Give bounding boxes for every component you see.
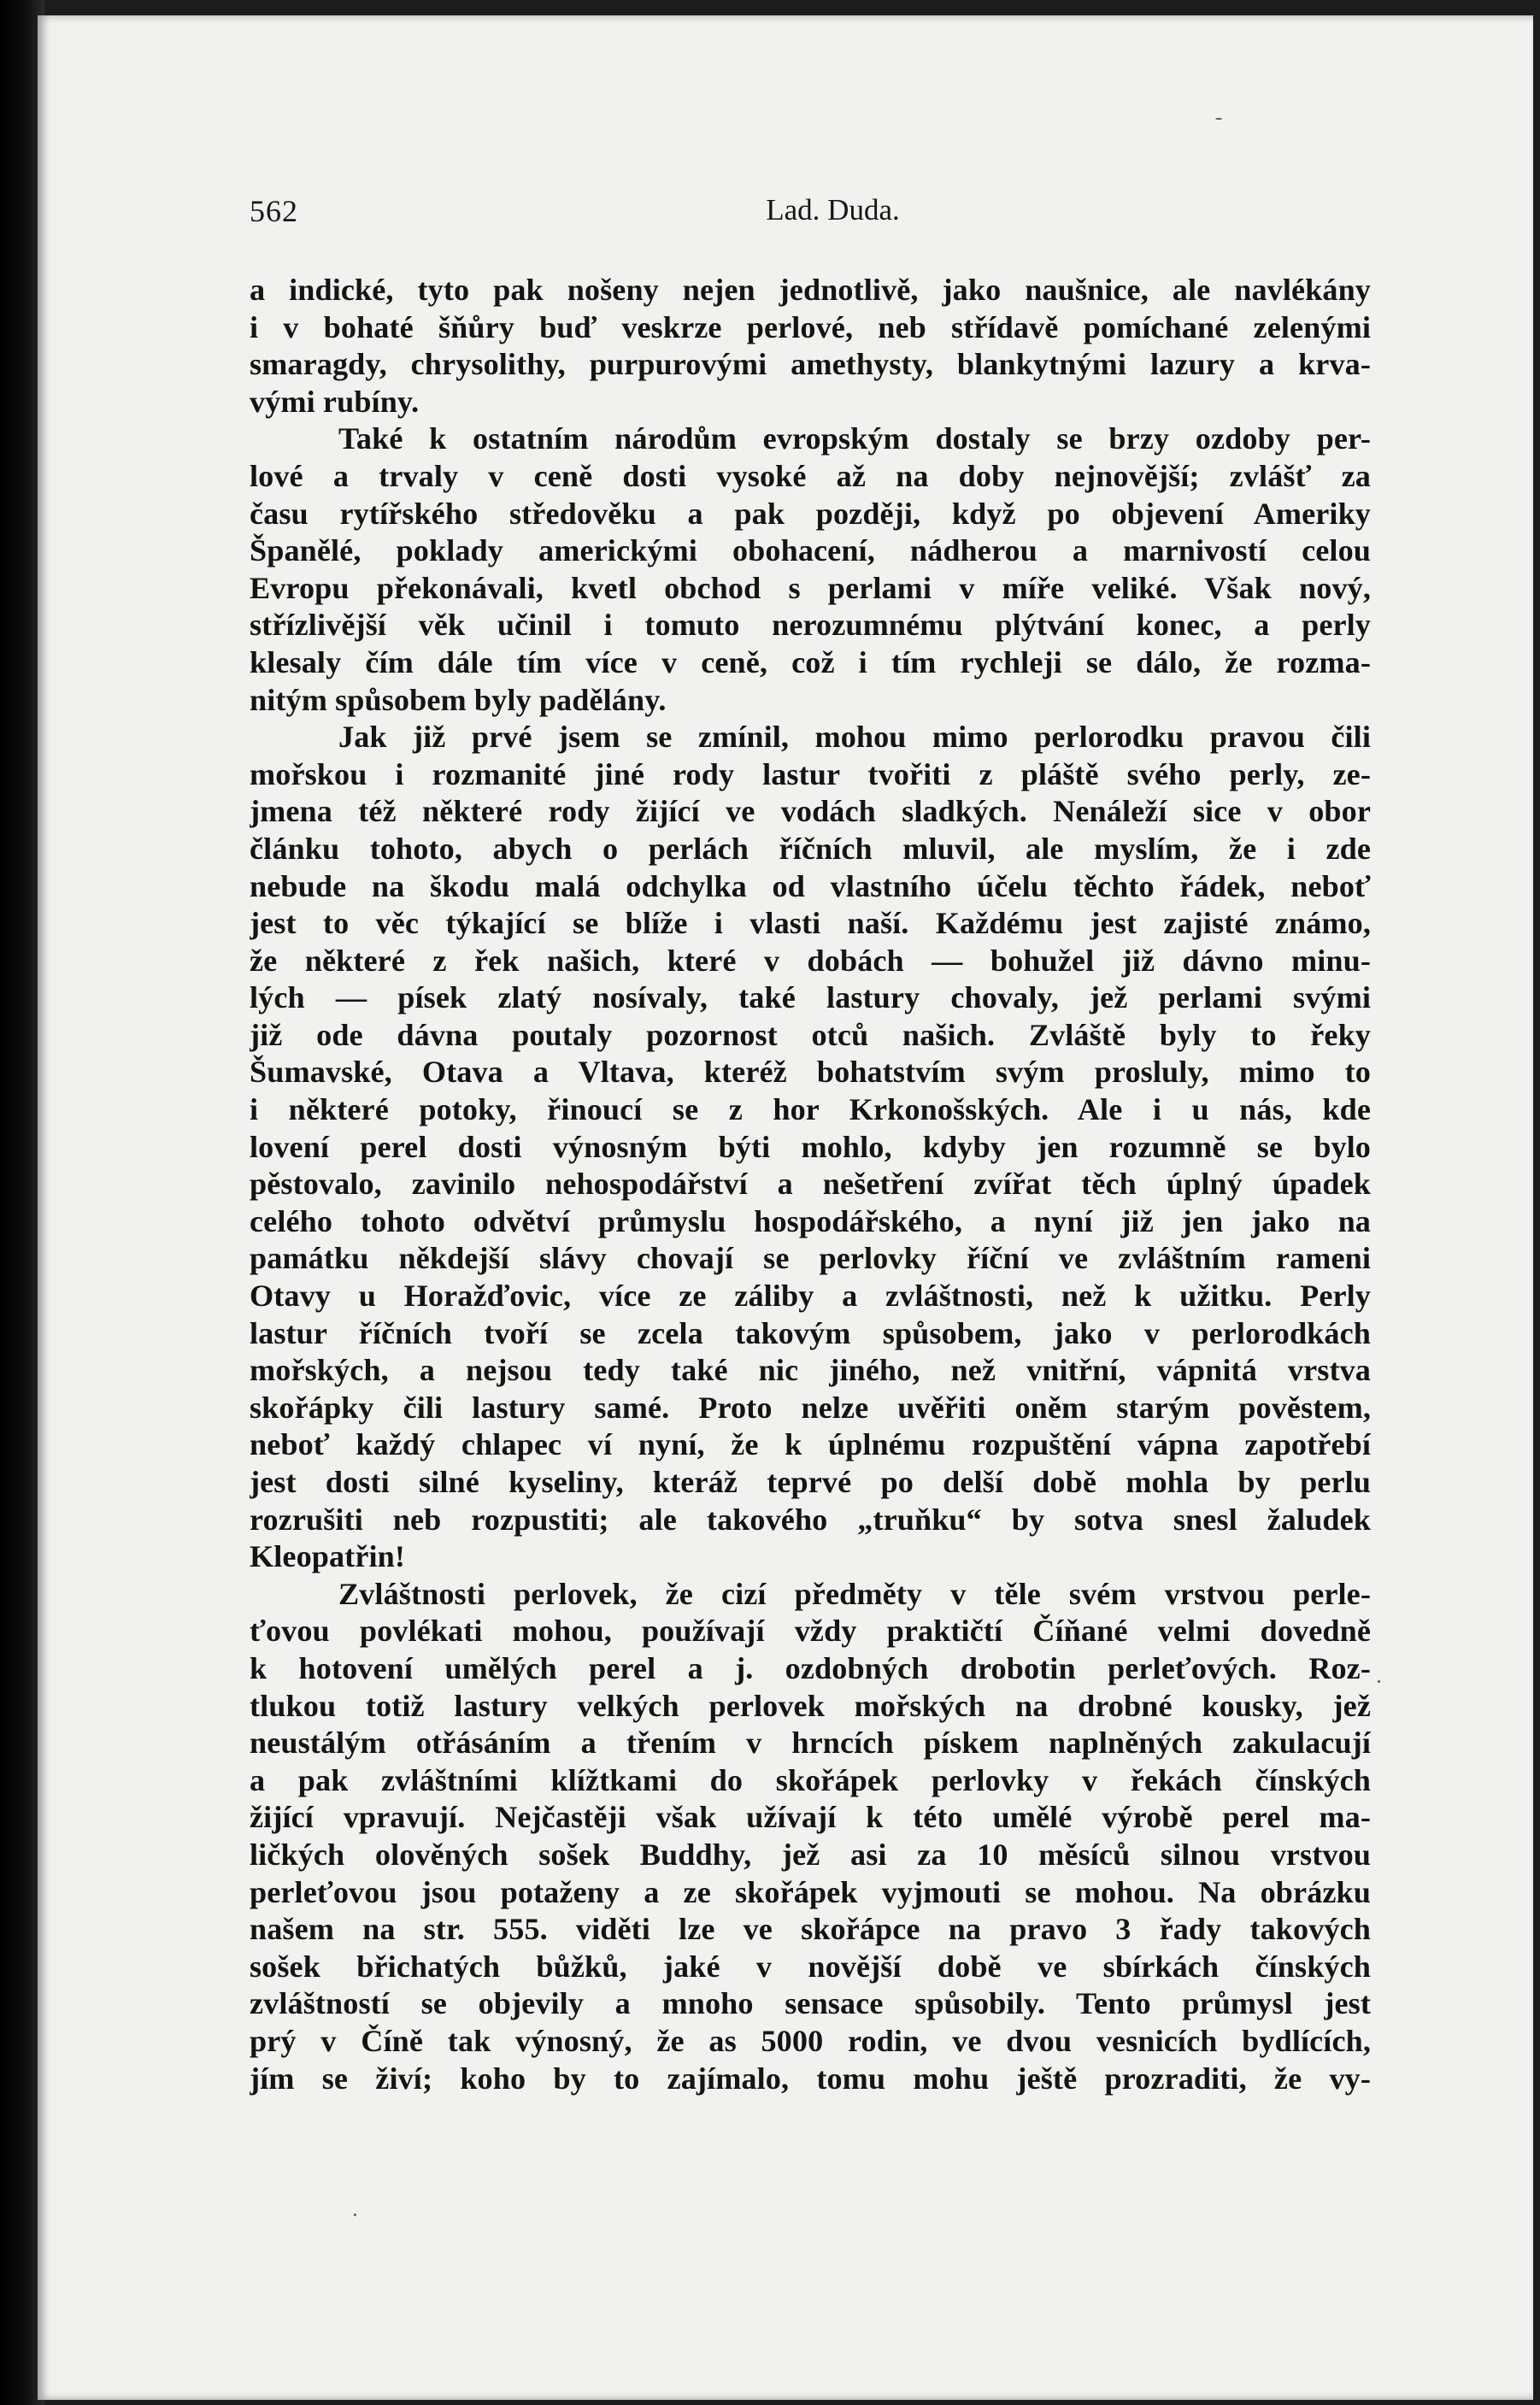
text-line: a indické, tyto pak nošeny nejen jednotlivě, jako naušnice, ale navlékány	[250, 273, 1371, 307]
text-line: památku někdejší slávy chovají se perlovky říční ve zvláštním rameni	[250, 1241, 1371, 1276]
scan-speck	[354, 2214, 356, 2216]
text-line: ličkých olověných sošek Buddhy, jež asi za 10 měsíců silnou vrstvou	[250, 1837, 1371, 1872]
text-line: lých — písek zlatý nosívaly, také lastury chovaly, jež perlami svými	[250, 980, 1371, 1015]
text-line: i v bohaté šňůry buď veskrze perlové, neb střídavě pomíchané zelenými	[250, 309, 1371, 344]
text-line: jím se živí; koho by to zajímalo, tomu mohu ještě prozraditi, že vy-	[250, 2061, 1371, 2096]
body-text	[250, 272, 1371, 2097]
text-line: lastur říčních tvoří se zcela takovým spůsobem, jako v perlorodkách	[250, 1315, 1371, 1350]
text-line: celého tohoto odvětví průmyslu hospodářského, a nyní již jen jako na	[250, 1203, 1371, 1238]
text-line: perleťovou jsou potaženy a ze skořápek vyjmouti se mohou. Na obrázku	[250, 1874, 1371, 1909]
text-line: smaragdy, chrysolithy, purpurovými amethysty, blankytnými lazury a krva-	[250, 347, 1371, 382]
text-line: lové a trvaly v ceně dosti vysoké až na doby nejnovější; zvlášť za	[250, 458, 1371, 493]
text-line: lovení perel dosti výnosným býti mohlo, kdyby jen rozumně se bylo	[250, 1129, 1371, 1164]
text-line: neustálým otřásáním a třením v hrncích pískem naplněných zakulacují	[250, 1726, 1371, 1761]
text-line: jest dosti silné kyseliny, kteráž teprvé po delší době mohla by perlu	[250, 1465, 1371, 1499]
text-line: ťovou povlékati mohou, používají vždy praktičtí Číňané velmi dovedně	[250, 1614, 1371, 1649]
text-line: klesaly čím dále tím více v ceně, což i tím rychleji se dálo, že rozma-	[250, 644, 1371, 679]
text-line: jest to věc týkající se blíže i vlasti naší. Každému jest zajisté známo,	[250, 906, 1371, 941]
text-line: nebude na škodu malá odchylka od vlastního účelu těchto řádek, neboť	[250, 868, 1371, 903]
text-line: mořskou i rozmanité jiné rody lastur tvořiti z pláště svého perly, ze-	[250, 756, 1371, 791]
text-line: Jak již prvé jsem se zmínil, mohou mimo perlorodku pravou čili	[338, 720, 1371, 755]
text-line: Kleopatřin!	[250, 1539, 406, 1574]
text-line: a pak zvláštními klížtkami do skořápek perlovky v řekách čínských	[250, 1762, 1371, 1797]
text-line: Šumavské, Otava a Vltava, kteréž bohatstvím svým prosluly, mimo to	[250, 1055, 1371, 1090]
text-line: jmena též některé rody žijící ve vodách sladkých. Nenáleží sice v obor	[250, 794, 1371, 829]
text-line: Také k ostatním národům evropským dostaly se brzy ozdoby per-	[338, 421, 1371, 456]
text-line: sošek břichatých bůžků, jaké v novější době ve sbírkách čínských	[250, 1949, 1371, 1984]
text-line: vými rubíny.	[250, 384, 420, 419]
text-line: nitým spůsobem byly padělány.	[250, 682, 667, 717]
text-line: Evropu překonávali, kvetl obchod s perlami v míře veliké. Však nový,	[250, 570, 1371, 605]
text-line: pěstovalo, zavinilo nehospodářství a nešetření zvířat těch úplný úpadek	[250, 1167, 1371, 1202]
text-line: Španělé, poklady americkými obohacení, nádherou a marnivostí celou	[250, 533, 1371, 568]
text-line: zvláštností se objevily a mnoho sensace spůsobily. Tento průmysl jest	[250, 1986, 1371, 2021]
scan-speck	[1378, 1680, 1380, 1683]
text-line: skořápky čili lastury samé. Proto nelze uvěřiti oněm starým pověstem,	[250, 1390, 1371, 1425]
text-line: našem na str. 555. viděti lze ve skořápce na pravo 3 řady takových	[250, 1912, 1371, 1947]
text-line: času rytířského středověku a pak později, když po objevení Ameriky	[250, 496, 1371, 531]
page-header	[250, 193, 1365, 241]
text-line: že některé z řek našich, které v dobách — bohužel již dávno minu-	[250, 943, 1371, 978]
text-line: mořských, a nejsou tedy také nic jiného, než vnitřní, vápnitá vrstva	[250, 1353, 1371, 1388]
text-line: rozrušiti neb rozpustiti; ale takového „truňku“ by sotva snesl žaludek	[250, 1502, 1371, 1537]
text-line: střízlivější věk učinil i tomuto nerozumnému plýtvání konec, a perly	[250, 608, 1371, 643]
text-line: k hotovení umělých perel a j. ozdobných drobotin perleťových. Roz-	[250, 1650, 1371, 1685]
text-line: neboť každý chlapec ví nyní, že k úplnému rozpuštění vápna zapotřebí	[250, 1427, 1371, 1462]
text-line: i některé potoky, řinoucí se z hor Krkonošských. Ale i u nás, kde	[250, 1092, 1371, 1127]
text-line: prý v Číně tak výnosný, že as 5000 rodin, ve dvou vesnicích bydlících,	[250, 2023, 1371, 2058]
text-line: žijící vpravují. Nejčastěji však užívají k této umělé výrobě perel ma-	[250, 1800, 1371, 1835]
text-line: tlukou totiž lastury velkých perlovek mořských na drobné kousky, jež	[250, 1688, 1371, 1723]
scan-speck	[1215, 118, 1222, 120]
text-line: již ode dávna poutaly pozornost otců našich. Zvláště byly to řeky	[250, 1017, 1371, 1052]
text-line: Zvláštnosti perlovek, že cizí předměty v těle svém vrstvou perle-	[338, 1576, 1371, 1611]
text-line: článku tohoto, abych o perlách říčních mluvil, ale myslím, že i zde	[250, 831, 1371, 866]
page-number: 562	[250, 194, 298, 228]
running-head: Lad. Duda.	[766, 193, 900, 226]
text-line: Otavy u Horažďovic, více ze záliby a zvláštnosti, než k užitku. Perly	[250, 1279, 1371, 1314]
